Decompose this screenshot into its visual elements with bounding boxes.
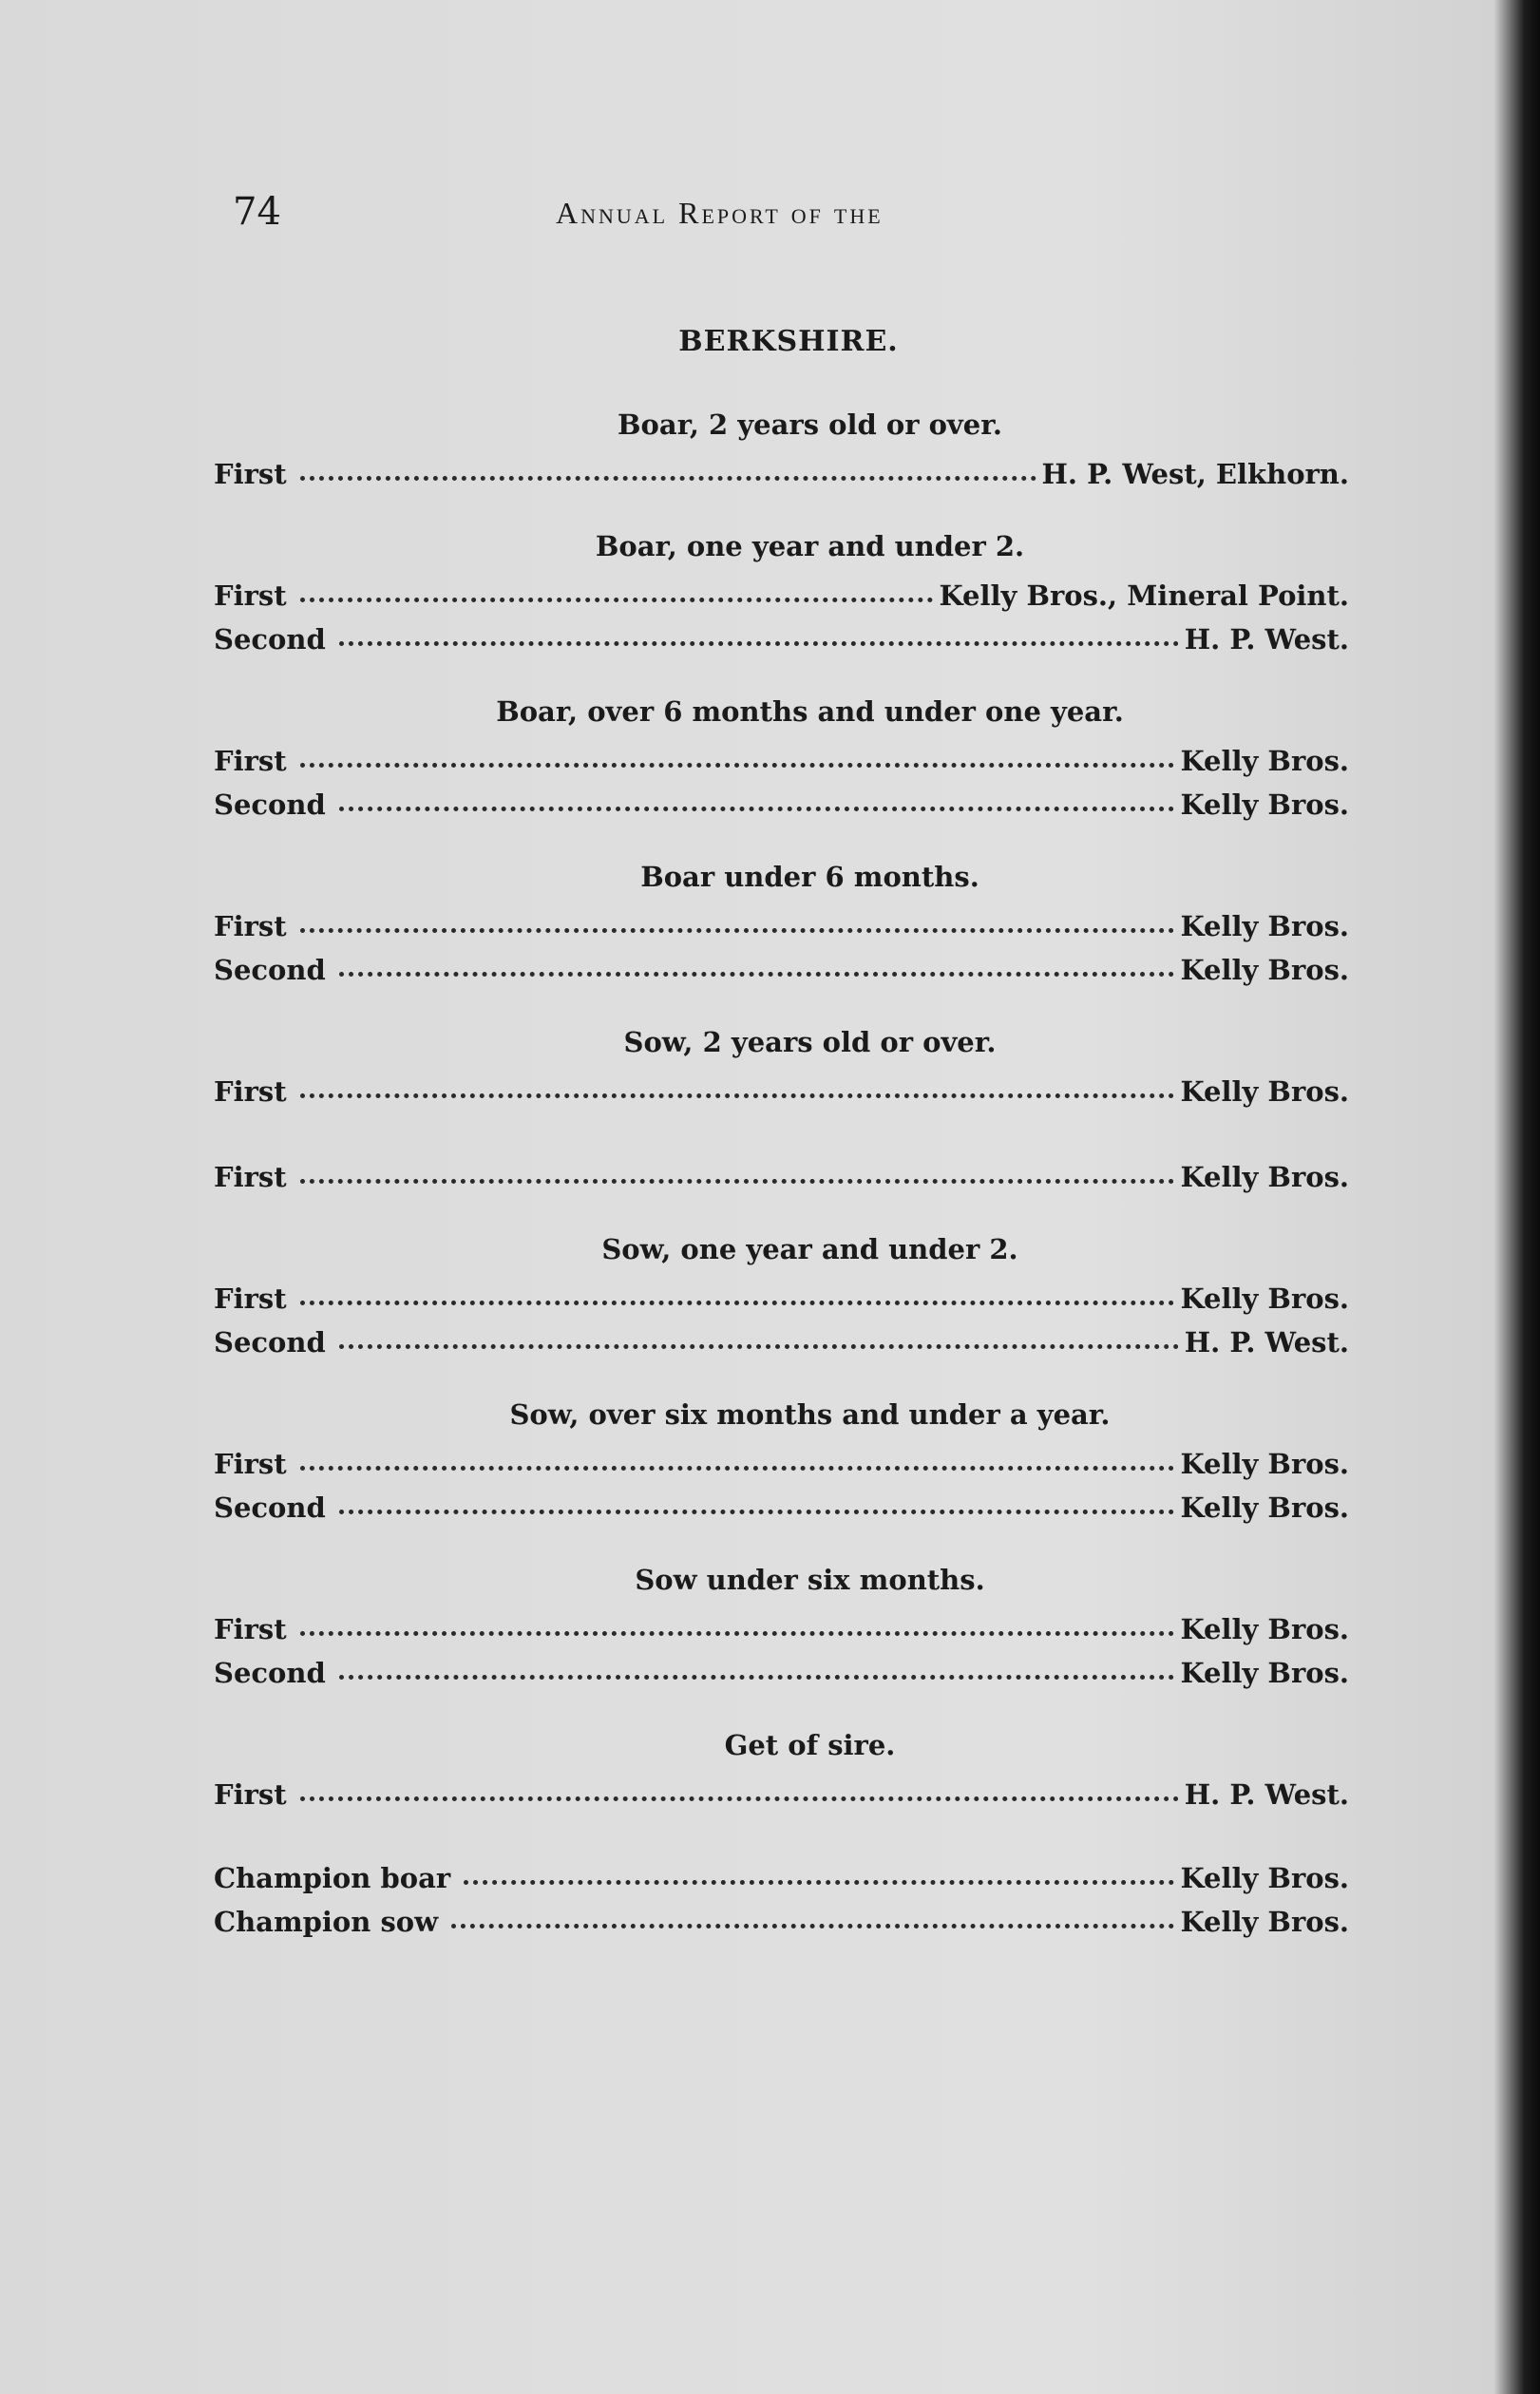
- place-label: First: [214, 1778, 287, 1811]
- result-row: [214, 1480, 1349, 1524]
- class-section: [214, 530, 1349, 656]
- winner-name: Kelly Bros., Mineral Point.: [939, 580, 1349, 612]
- section-title: BERKSHIRE.: [678, 325, 899, 358]
- result-row: [214, 777, 1349, 821]
- place-label: First: [214, 745, 287, 777]
- class-heading: Boar, one year and under 2.: [595, 530, 1025, 562]
- result-row: [214, 568, 1349, 612]
- dot-leader: [339, 807, 1175, 811]
- result-row: [214, 899, 1349, 942]
- result-row: [214, 733, 1349, 777]
- place-label: First: [214, 1613, 287, 1645]
- place-label: First: [214, 1075, 287, 1108]
- winner-name: Kelly Bros.: [1180, 1862, 1349, 1894]
- dot-leader: [451, 1924, 1174, 1928]
- place-label: First: [214, 458, 287, 490]
- result-row: [214, 1767, 1349, 1811]
- place-label: Second: [214, 623, 326, 656]
- class-heading: Boar, over 6 months and under one year.: [496, 695, 1124, 728]
- class-section: [214, 1233, 1349, 1358]
- dot-leader: [300, 1179, 1175, 1184]
- class-heading: Boar, 2 years old or over.: [618, 408, 1002, 441]
- winner-name: Kelly Bros.: [1180, 1282, 1349, 1315]
- champion-section: [214, 1851, 1349, 1938]
- winner-name: Kelly Bros.: [1180, 1161, 1349, 1193]
- class-heading: Sow, one year and under 2.: [601, 1233, 1018, 1265]
- class-section: [214, 1564, 1349, 1689]
- result-row: [214, 1645, 1349, 1689]
- winner-name: Kelly Bros.: [1180, 788, 1349, 821]
- result-row: [214, 1851, 1349, 1894]
- place-label: First: [214, 1161, 287, 1193]
- class-heading: Sow, over six months and under a year.: [509, 1398, 1111, 1431]
- class-section: [214, 1398, 1349, 1524]
- place-label: Second: [214, 1657, 326, 1689]
- class-section: [214, 1729, 1349, 1811]
- result-row: [214, 446, 1349, 490]
- winner-name: Kelly Bros.: [1180, 954, 1349, 986]
- dot-leader: [300, 1796, 1179, 1801]
- dot-leader: [464, 1880, 1174, 1885]
- winner-name: H. P. West.: [1184, 623, 1349, 656]
- result-row: [214, 1150, 1349, 1193]
- result-row: [214, 1602, 1349, 1645]
- place-label: First: [214, 1448, 287, 1480]
- place-label: First: [214, 910, 287, 942]
- class-heading: Sow, 2 years old or over.: [623, 1026, 997, 1058]
- class-heading: Boar under 6 months.: [640, 861, 979, 893]
- dot-leader: [300, 763, 1175, 768]
- result-row: [214, 1064, 1349, 1108]
- result-row: [214, 1271, 1349, 1315]
- class-heading: Get of sire.: [724, 1729, 896, 1761]
- place-label: Champion sow: [214, 1906, 439, 1938]
- place-label: First: [214, 1282, 287, 1315]
- class-section: [214, 695, 1349, 821]
- winner-name: H. P. West.: [1184, 1778, 1349, 1811]
- winner-name: H. P. West, Elkhorn.: [1041, 458, 1349, 490]
- results-list: [214, 408, 1349, 1978]
- place-label: First: [214, 580, 287, 612]
- result-row: [214, 942, 1349, 986]
- winner-name: H. P. West.: [1184, 1326, 1349, 1358]
- place-label: Second: [214, 1326, 326, 1358]
- dot-leader: [339, 1675, 1175, 1680]
- winner-name: Kelly Bros.: [1180, 1613, 1349, 1645]
- dot-leader: [300, 928, 1175, 933]
- winner-name: Kelly Bros.: [1180, 1075, 1349, 1108]
- page-header: [233, 190, 1316, 247]
- place-label: Second: [214, 788, 326, 821]
- place-label: Champion boar: [214, 1862, 451, 1894]
- dot-leader: [339, 641, 1179, 646]
- dot-leader: [339, 1510, 1175, 1514]
- class-section: [214, 861, 1349, 986]
- class-heading: Sow under six months.: [635, 1564, 985, 1596]
- result-row: [214, 1315, 1349, 1358]
- dot-leader: [300, 476, 1036, 481]
- result-row: [214, 1894, 1349, 1938]
- dot-leader: [300, 1631, 1175, 1636]
- dot-leader: [300, 1301, 1175, 1305]
- winner-name: Kelly Bros.: [1180, 1657, 1349, 1689]
- winner-name: Kelly Bros.: [1180, 910, 1349, 942]
- dot-leader: [300, 598, 934, 602]
- dot-leader: [300, 1466, 1175, 1471]
- place-label: Second: [214, 1492, 326, 1524]
- blank-space: [214, 1108, 1349, 1150]
- result-row: [214, 1436, 1349, 1480]
- place-label: Second: [214, 954, 326, 986]
- dot-leader: [300, 1093, 1175, 1098]
- class-section: [214, 1026, 1349, 1193]
- winner-name: Kelly Bros.: [1180, 1492, 1349, 1524]
- dot-leader: [339, 972, 1175, 977]
- dot-leader: [339, 1344, 1179, 1349]
- result-row: [214, 612, 1349, 656]
- page-number: 74: [233, 190, 281, 234]
- running-head: Annual Report of the: [556, 196, 884, 230]
- class-section: [214, 408, 1349, 490]
- winner-name: Kelly Bros.: [1180, 1906, 1349, 1938]
- winner-name: Kelly Bros.: [1180, 745, 1349, 777]
- winner-name: Kelly Bros.: [1180, 1448, 1349, 1480]
